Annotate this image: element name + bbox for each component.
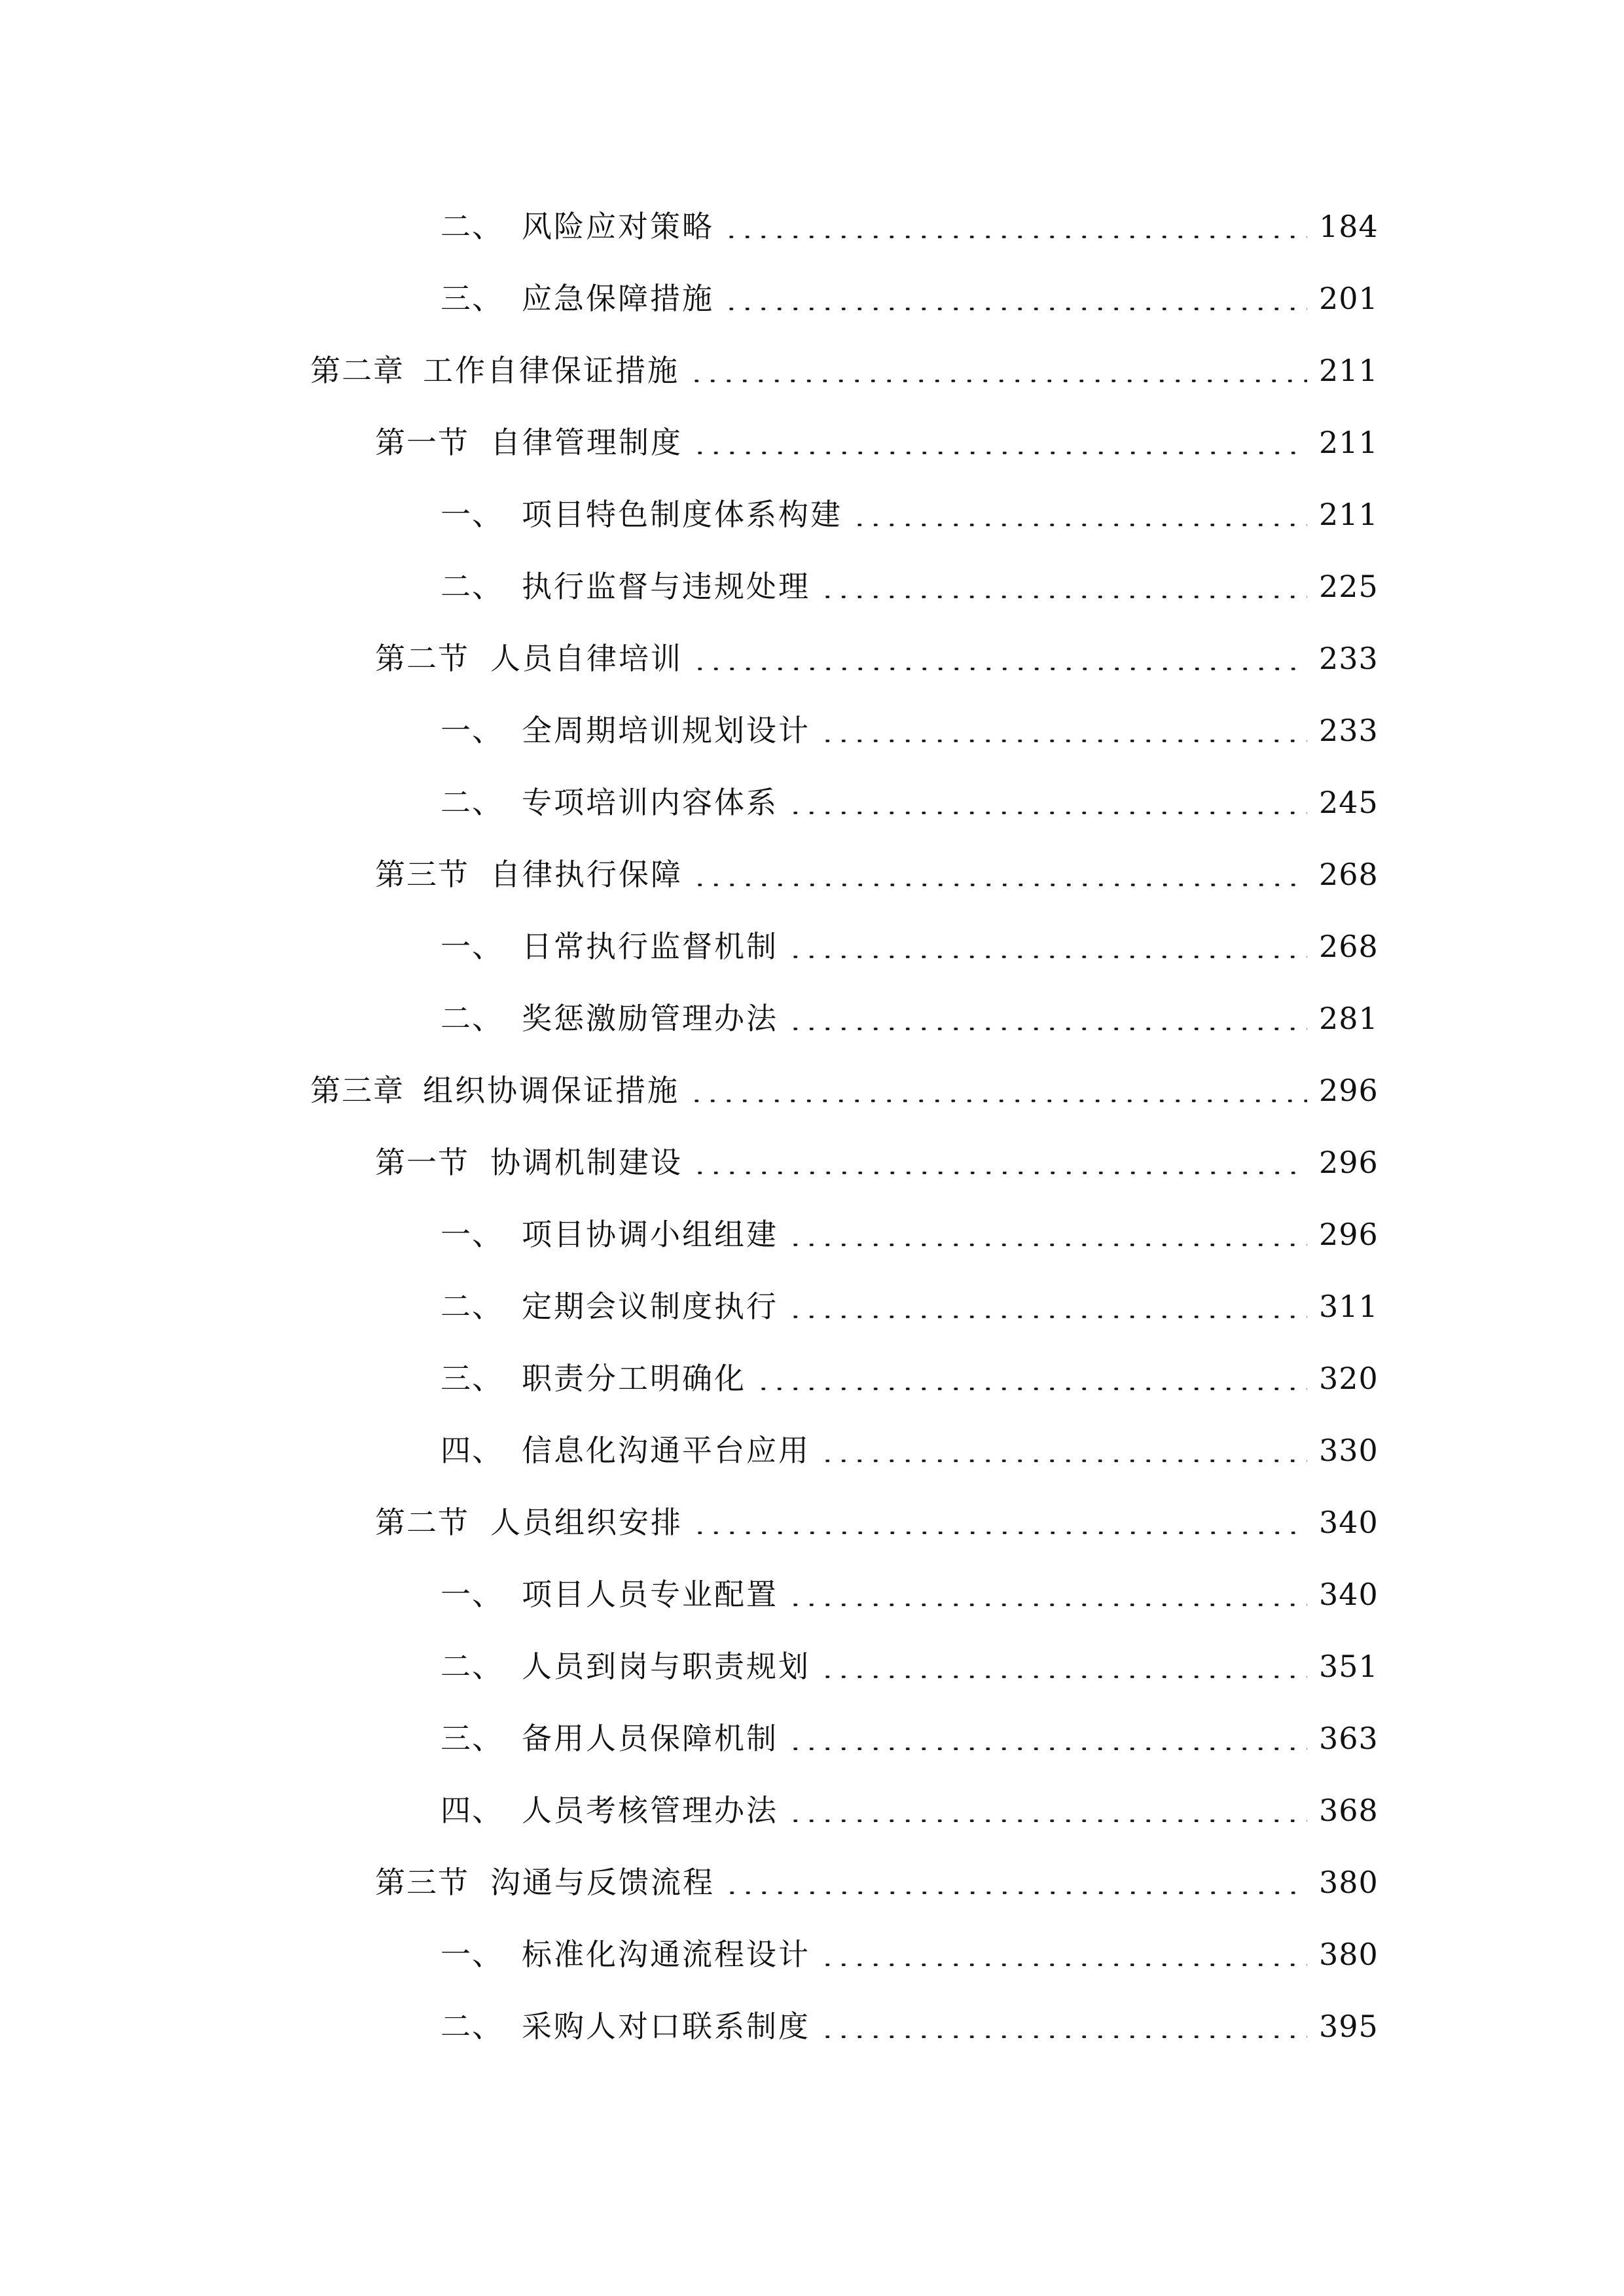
toc-entry[interactable] bbox=[441, 1274, 1379, 1326]
dot-leader bbox=[787, 812, 1307, 814]
toc-entry[interactable] bbox=[441, 914, 1379, 966]
toc-entry-number: 三、 bbox=[441, 281, 503, 316]
toc-entry-page: 320 bbox=[1319, 1361, 1379, 1396]
dot-leader bbox=[689, 380, 1307, 382]
toc-entry-number: 一、 bbox=[441, 929, 503, 964]
toc-entry-title: 人员组织安排 bbox=[490, 1505, 683, 1540]
toc-entry-page: 296 bbox=[1319, 1217, 1379, 1252]
toc-entry-title: 应急保障措施 bbox=[522, 281, 714, 316]
toc-entry[interactable] bbox=[441, 482, 1379, 534]
toc-entry-page: 296 bbox=[1319, 1073, 1379, 1108]
toc-entry-title: 执行监督与违规处理 bbox=[522, 569, 810, 604]
toc-entry-title: 项目人员专业配置 bbox=[522, 1577, 778, 1612]
toc-entry[interactable] bbox=[441, 1562, 1379, 1614]
toc-entry-title: 定期会议制度执行 bbox=[522, 1289, 778, 1324]
toc-entry-section[interactable] bbox=[375, 842, 1379, 894]
toc-entry-section[interactable] bbox=[375, 1850, 1379, 1902]
dot-leader bbox=[787, 1604, 1307, 1606]
toc-entry-title: 职责分工明确化 bbox=[522, 1361, 746, 1396]
toc-entry[interactable] bbox=[441, 554, 1379, 606]
toc-entry-section[interactable] bbox=[375, 626, 1379, 678]
toc-entry-number: 第二节 bbox=[375, 641, 469, 676]
toc-entry[interactable] bbox=[441, 1706, 1379, 1758]
toc-entry[interactable] bbox=[441, 266, 1379, 318]
toc-entry-title: 日常执行监督机制 bbox=[522, 929, 778, 964]
toc-entry-number: 第三节 bbox=[375, 1865, 469, 1900]
dot-leader bbox=[787, 1820, 1307, 1822]
toc-entry-number: 二、 bbox=[441, 209, 503, 244]
dot-leader bbox=[852, 524, 1307, 526]
toc-entry-page: 211 bbox=[1319, 425, 1379, 460]
dot-leader bbox=[787, 1748, 1307, 1750]
toc-entry-number: 一、 bbox=[441, 1217, 503, 1252]
toc-entry-title: 沟通与反馈流程 bbox=[490, 1865, 715, 1900]
toc-entry-page: 340 bbox=[1319, 1577, 1379, 1612]
toc-entry-section[interactable] bbox=[375, 1130, 1379, 1182]
dot-leader bbox=[692, 452, 1307, 454]
toc-entry-title: 信息化沟通平台应用 bbox=[522, 1433, 810, 1468]
dot-leader bbox=[820, 740, 1307, 742]
toc-entry-page: 281 bbox=[1319, 1001, 1379, 1036]
toc-entry-title: 专项培训内容体系 bbox=[522, 785, 778, 820]
toc-entry-title: 全周期培训规划设计 bbox=[522, 713, 810, 748]
dot-leader bbox=[692, 884, 1307, 886]
toc-entry-number: 三、 bbox=[441, 1721, 503, 1756]
toc-entry-title: 人员考核管理办法 bbox=[522, 1793, 778, 1828]
toc-entry-title: 工作自律保证措施 bbox=[423, 353, 679, 388]
toc-entry-page: 351 bbox=[1319, 1649, 1379, 1684]
toc-entry-number: 二、 bbox=[441, 569, 503, 604]
dot-leader bbox=[723, 308, 1307, 310]
toc-entry-title: 标准化沟通流程设计 bbox=[522, 1937, 810, 1972]
dot-leader bbox=[820, 2036, 1307, 2038]
toc-entry-title: 采购人对口联系制度 bbox=[522, 2009, 810, 2044]
toc-entry-page: 268 bbox=[1319, 857, 1379, 892]
dot-leader bbox=[787, 1028, 1307, 1030]
dot-leader bbox=[820, 1460, 1307, 1462]
toc-entry-page: 225 bbox=[1319, 569, 1379, 604]
toc-entry-title: 备用人员保障机制 bbox=[522, 1721, 778, 1756]
toc-entry[interactable] bbox=[441, 1346, 1379, 1398]
toc-entry-number: 第三章 bbox=[310, 1073, 405, 1108]
toc-entry-title: 项目协调小组组建 bbox=[522, 1217, 778, 1252]
toc-entry-page: 380 bbox=[1319, 1937, 1379, 1972]
dot-leader bbox=[820, 596, 1307, 598]
toc-entry-title: 协调机制建设 bbox=[490, 1145, 683, 1180]
toc-entry-title: 奖惩激励管理办法 bbox=[522, 1001, 778, 1036]
dot-leader bbox=[723, 236, 1307, 238]
toc-entry-page: 233 bbox=[1319, 713, 1379, 748]
dot-leader bbox=[692, 1532, 1307, 1534]
toc-entry-page: 380 bbox=[1319, 1865, 1379, 1900]
toc-entry-title: 风险应对策略 bbox=[522, 209, 714, 244]
toc-entry-number: 一、 bbox=[441, 713, 503, 748]
toc-entry-page: 311 bbox=[1319, 1289, 1379, 1324]
dot-leader bbox=[689, 1100, 1307, 1102]
toc-entry-number: 第二节 bbox=[375, 1505, 469, 1540]
toc-entry[interactable] bbox=[441, 1778, 1379, 1830]
dot-leader bbox=[692, 668, 1307, 670]
toc-entry-page: 363 bbox=[1319, 1721, 1379, 1756]
toc-entry-page: 340 bbox=[1319, 1505, 1379, 1540]
toc-entry-number: 第二章 bbox=[310, 353, 405, 388]
toc-entry-number: 二、 bbox=[441, 1649, 503, 1684]
toc-entry-chapter[interactable] bbox=[310, 338, 1379, 390]
dot-leader bbox=[820, 1964, 1307, 1966]
toc-entry[interactable] bbox=[441, 1418, 1379, 1470]
toc-entry-section[interactable] bbox=[375, 1490, 1379, 1542]
toc-entry-chapter[interactable] bbox=[310, 1058, 1379, 1110]
dot-leader bbox=[787, 956, 1307, 958]
toc-entry-page: 330 bbox=[1319, 1433, 1379, 1468]
toc-entry-number: 一、 bbox=[441, 1577, 503, 1612]
toc-entry-page: 268 bbox=[1319, 929, 1379, 964]
toc-entry-number: 二、 bbox=[441, 2009, 503, 2044]
toc-entry-number: 三、 bbox=[441, 1361, 503, 1396]
toc-entry[interactable] bbox=[441, 986, 1379, 1038]
toc-entry[interactable] bbox=[441, 1994, 1379, 2046]
toc-entry-number: 第一节 bbox=[375, 425, 469, 460]
toc-entry-page: 184 bbox=[1319, 209, 1379, 244]
toc-entry-page: 296 bbox=[1319, 1145, 1379, 1180]
toc-entry[interactable] bbox=[441, 194, 1379, 246]
toc-entry-title: 人员到岗与职责规划 bbox=[522, 1649, 810, 1684]
dot-leader bbox=[724, 1892, 1307, 1894]
toc-entry-number: 第三节 bbox=[375, 857, 469, 892]
toc-entry-title: 自律管理制度 bbox=[490, 425, 683, 460]
toc-entry-title: 自律执行保障 bbox=[490, 857, 683, 892]
toc-entry-page: 201 bbox=[1319, 281, 1379, 316]
toc-entry-page: 395 bbox=[1319, 2009, 1379, 2044]
toc-entry-number: 第一节 bbox=[375, 1145, 469, 1180]
dot-leader bbox=[787, 1316, 1307, 1318]
toc-entry-number: 四、 bbox=[441, 1433, 503, 1468]
dot-leader bbox=[787, 1244, 1307, 1246]
toc-entry-number: 四、 bbox=[441, 1793, 503, 1828]
dot-leader bbox=[755, 1388, 1307, 1390]
toc-entry[interactable] bbox=[441, 1634, 1379, 1686]
toc-entry-number: 二、 bbox=[441, 1289, 503, 1324]
toc-entry-page: 245 bbox=[1319, 785, 1379, 820]
dot-leader bbox=[692, 1172, 1307, 1174]
toc-entry[interactable] bbox=[441, 1922, 1379, 1974]
toc-entry[interactable] bbox=[441, 1202, 1379, 1254]
toc-entry-section[interactable] bbox=[375, 410, 1379, 462]
dot-leader bbox=[820, 1676, 1307, 1678]
toc-entry[interactable] bbox=[441, 770, 1379, 822]
toc-entry-number: 一、 bbox=[441, 497, 503, 532]
toc-entry-page: 368 bbox=[1319, 1793, 1379, 1828]
toc-entry-title: 项目特色制度体系构建 bbox=[522, 497, 842, 532]
toc-entry-number: 一、 bbox=[441, 1937, 503, 1972]
toc-entry-page: 233 bbox=[1319, 641, 1379, 676]
toc-entry-title: 人员自律培训 bbox=[490, 641, 683, 676]
toc-entry[interactable] bbox=[441, 698, 1379, 750]
toc-entry-page: 211 bbox=[1319, 353, 1379, 388]
toc-entry-page: 211 bbox=[1319, 497, 1379, 532]
toc-entry-number: 二、 bbox=[441, 785, 503, 820]
toc-entry-title: 组织协调保证措施 bbox=[423, 1073, 679, 1108]
toc-entry-number: 二、 bbox=[441, 1001, 503, 1036]
